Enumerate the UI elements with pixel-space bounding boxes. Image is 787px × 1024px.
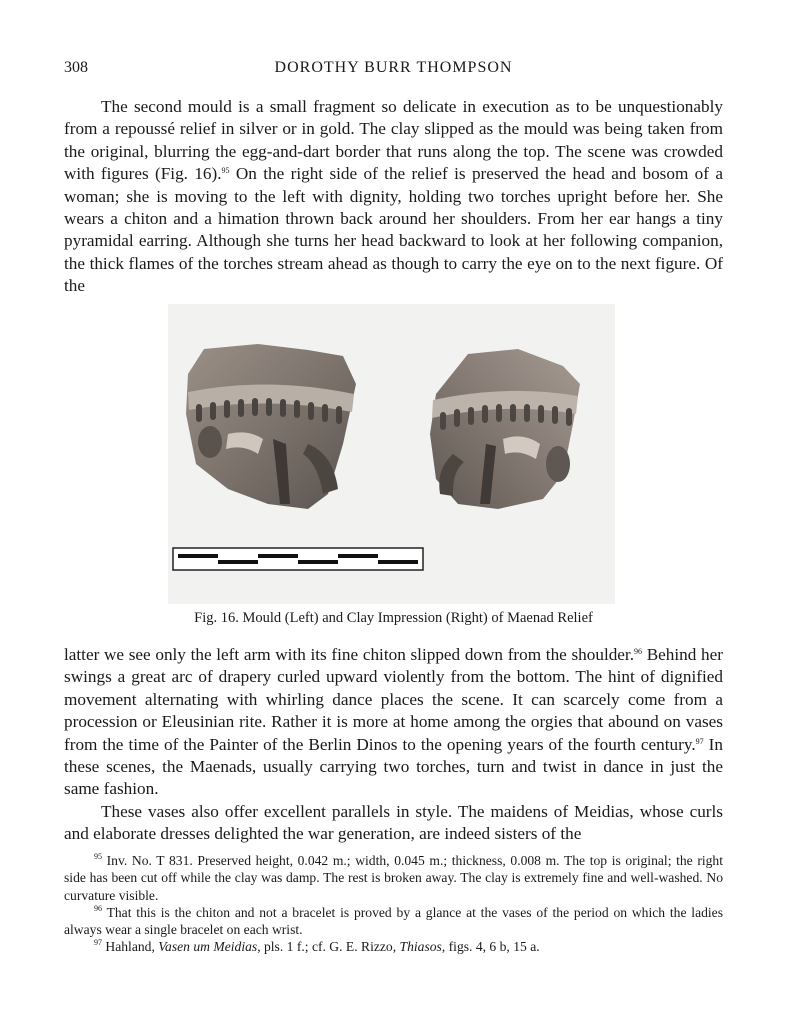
paragraph-1 <box>64 96 723 298</box>
footnote-text: , figs. 4, 6 b, 15 a. <box>441 939 540 955</box>
footnote-text: Inv. No. T 831. Preserved height, 0.042 m.; width, 0.045 m.; thickness, 0.008 m. The top is original; the right side has been cut off while the clay was damp. The rest is broken away. The clay is extremely fine and well-washed. No curvature visible. <box>64 853 724 903</box>
footnote-number: 95 <box>94 852 102 861</box>
footnote-text: , pls. 1 f.; cf. G. E. Rizzo, <box>257 939 400 955</box>
paragraph-3: These vases also offer excellent parallels in style. The maidens of Meidias, whose curls and elaborate dresses delighted the war generation, are indeed sisters of the <box>64 802 723 844</box>
footnote-text: Hahland, <box>105 939 159 955</box>
paragraph-2 <box>64 644 723 801</box>
paragraph-2-text-c: In these scenes, the Maenads, usually carrying two torches, turn and twist in dance in just the same fashion. <box>64 734 723 799</box>
scale-bar <box>173 548 423 570</box>
page-number: 308 <box>64 59 88 76</box>
footnote-italic-title: Thiasos <box>399 939 442 955</box>
paragraph-1-text-b: On the right side of the relief is preserved the head and bosom of a woman; she is moving to the left with dignity, holding two torches upright before her. She wears a chiton and a himation thrown back around her shoulders. From her ear hangs a tiny pyramidal earring. Although she turns her head backward to look at her following companion, the thick flames of the torches stream ahead as though to carry the eye on to the next figure. Of the <box>64 164 723 296</box>
mould-fragment-left <box>186 344 356 509</box>
running-head: DOROTHY BURR THOMPSON <box>274 59 513 76</box>
paragraph-1-text-a: The second mould is a small fragment so delicate in execution as to be unquestionably from a repoussé relief in silver or in gold. The clay slipped as the mould was being taken from the original, blurring the egg-and-dart border that runs along the top. The scene was crowded with figures (Fig. 16). <box>64 97 723 184</box>
footnote-96 <box>64 904 723 939</box>
footnotes <box>64 852 723 956</box>
figure-16-photo <box>168 304 615 604</box>
footnote-ref-96[interactable]: 96 <box>634 647 643 656</box>
footnote-97 <box>64 938 723 955</box>
figure-caption: Fig. 16. Mould (Left) and Clay Impression (Right) of Maenad Relief <box>194 610 593 626</box>
paragraph-2-text-b: Behind her swings a great arc of drapery curled upward violently from the bottom. The hint of dignified movement alternating with whirling dance places the scene. It can scarcely come from a procession or Eleusinian rite. Rather it is more at home among the orgies that abound on vases from the time of the Painter of the Berlin Dinos to the opening years of the fourth century. <box>64 645 723 754</box>
footnote-text: That this is the chiton and not a bracelet is proved by a glance at the vases of the period on which the ladies always wear a single bracelet on each wrist. <box>64 904 724 938</box>
footnote-number: 97 <box>94 938 102 948</box>
footnote-ref-95[interactable]: 95 <box>221 166 230 176</box>
impression-fragment-right <box>430 349 580 509</box>
footnote-ref-97[interactable]: 97 <box>695 736 704 746</box>
paragraph-2-text-a: latter we see only the left arm with its fine chiton slipped down from the shoulder. <box>64 645 635 664</box>
page-header <box>64 59 723 83</box>
footnote-number: 96 <box>94 903 102 913</box>
footnote-95 <box>64 852 723 904</box>
footnote-italic-title: Vasen um Meidias <box>158 939 258 955</box>
mould-photo-image <box>168 304 615 604</box>
